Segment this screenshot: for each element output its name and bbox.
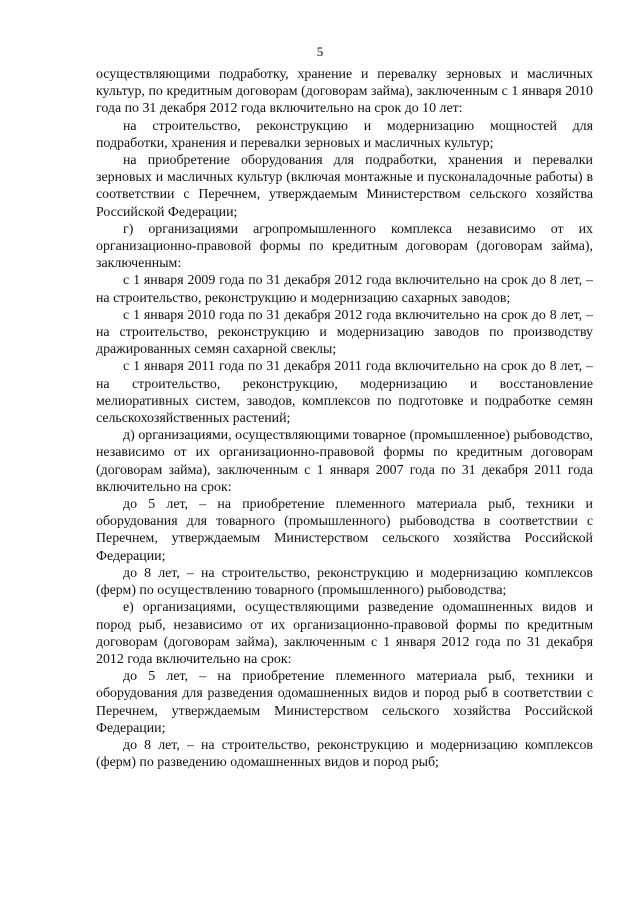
paragraph: с 1 января 2010 года по 31 декабря 2012 года включительно на срок до 8 лет, – на строительство, реконструкцию и модернизацию заводов по производству дражированных семян сахарной свеклы;	[96, 307, 593, 358]
paragraph: д) организациями, осуществляющими товарное (промышленное) рыбоводство, независимо от их организационно-правовой формы по кредитным договорам (договорам займа), заключенным с 1 января 2007 года по 31 декабря 2011 года включительно на срок:	[96, 428, 593, 495]
paragraph: до 5 лет, – на приобретение племенного материала рыб, техники и оборудования для товарного (промышленного) рыбоводства в соответствии с Перечнем, утверждаемым Министерством сельского хозяйства Российской Федерации;	[96, 497, 593, 564]
paragraph: до 5 лет, – на приобретение племенного материала рыб, техники и оборудования для разведения одомашненных видов и пород рыб в соответствии с Перечнем, утверждаемым Министерством сельского хозяйства Российской Федерации;	[96, 669, 593, 736]
page-number: 5	[316, 44, 324, 59]
paragraph: г) организациями агропромышленного комплекса независимо от их организационно-правовой формы по кредитным договорам (договорам займа), заключенным:	[96, 221, 593, 272]
paragraph: с 1 января 2009 года по 31 декабря 2012 года включительно на срок до 8 лет, – на строительство, реконструкцию и модернизацию сахарных заводов;	[96, 273, 593, 306]
paragraph: на приобретение оборудования для подработки, хранения и перевалки зерновых и масличных культур (включая монтажные и пусконаладочные работы) в соответствии с Перечнем, утверждаемым Министерством сельского хозяйства Российской Федерации;	[96, 153, 593, 220]
paragraph: на строительство, реконструкцию и модернизацию мощностей для подработки, хранения и перевалки зерновых и масличных культур;	[96, 118, 593, 151]
paragraph: с 1 января 2011 года по 31 декабря 2011 года включительно на срок до 8 лет, – на строительство, реконструкцию, модернизацию и восстановление мелиоративных систем, заводов, комплексов по подготовке и подработке семян сельскохозяйственных растений;	[96, 359, 593, 427]
paragraph: до 8 лет, – на строительство, реконструкцию и модернизацию комплексов (ферм) по разведению одомашненных видов и пород рыб;	[96, 737, 593, 771]
paragraph: до 8 лет, – на строительство, реконструкцию и модернизацию комплексов (ферм) по осуществлению товарного (промышленного) рыбоводства;	[96, 565, 593, 599]
paragraph: осуществляющими подработку, хранение и перевалку зерновых и масличных культур, по кредитным договорам (договорам займа), заключенным с 1 января 2010 года по 31 декабря 2012 года включительно на срок до 10 лет:	[96, 67, 593, 117]
document-body	[96, 66, 593, 771]
paragraph: е) организациями, осуществляющими разведение одомашненных видов и пород рыб, независимо от их организационно-правовой формы по кредитным договорам (договорам займа), заключенным с 1 января 2012 года по 31 декабря 2012 года включительно на срок:	[96, 600, 593, 667]
